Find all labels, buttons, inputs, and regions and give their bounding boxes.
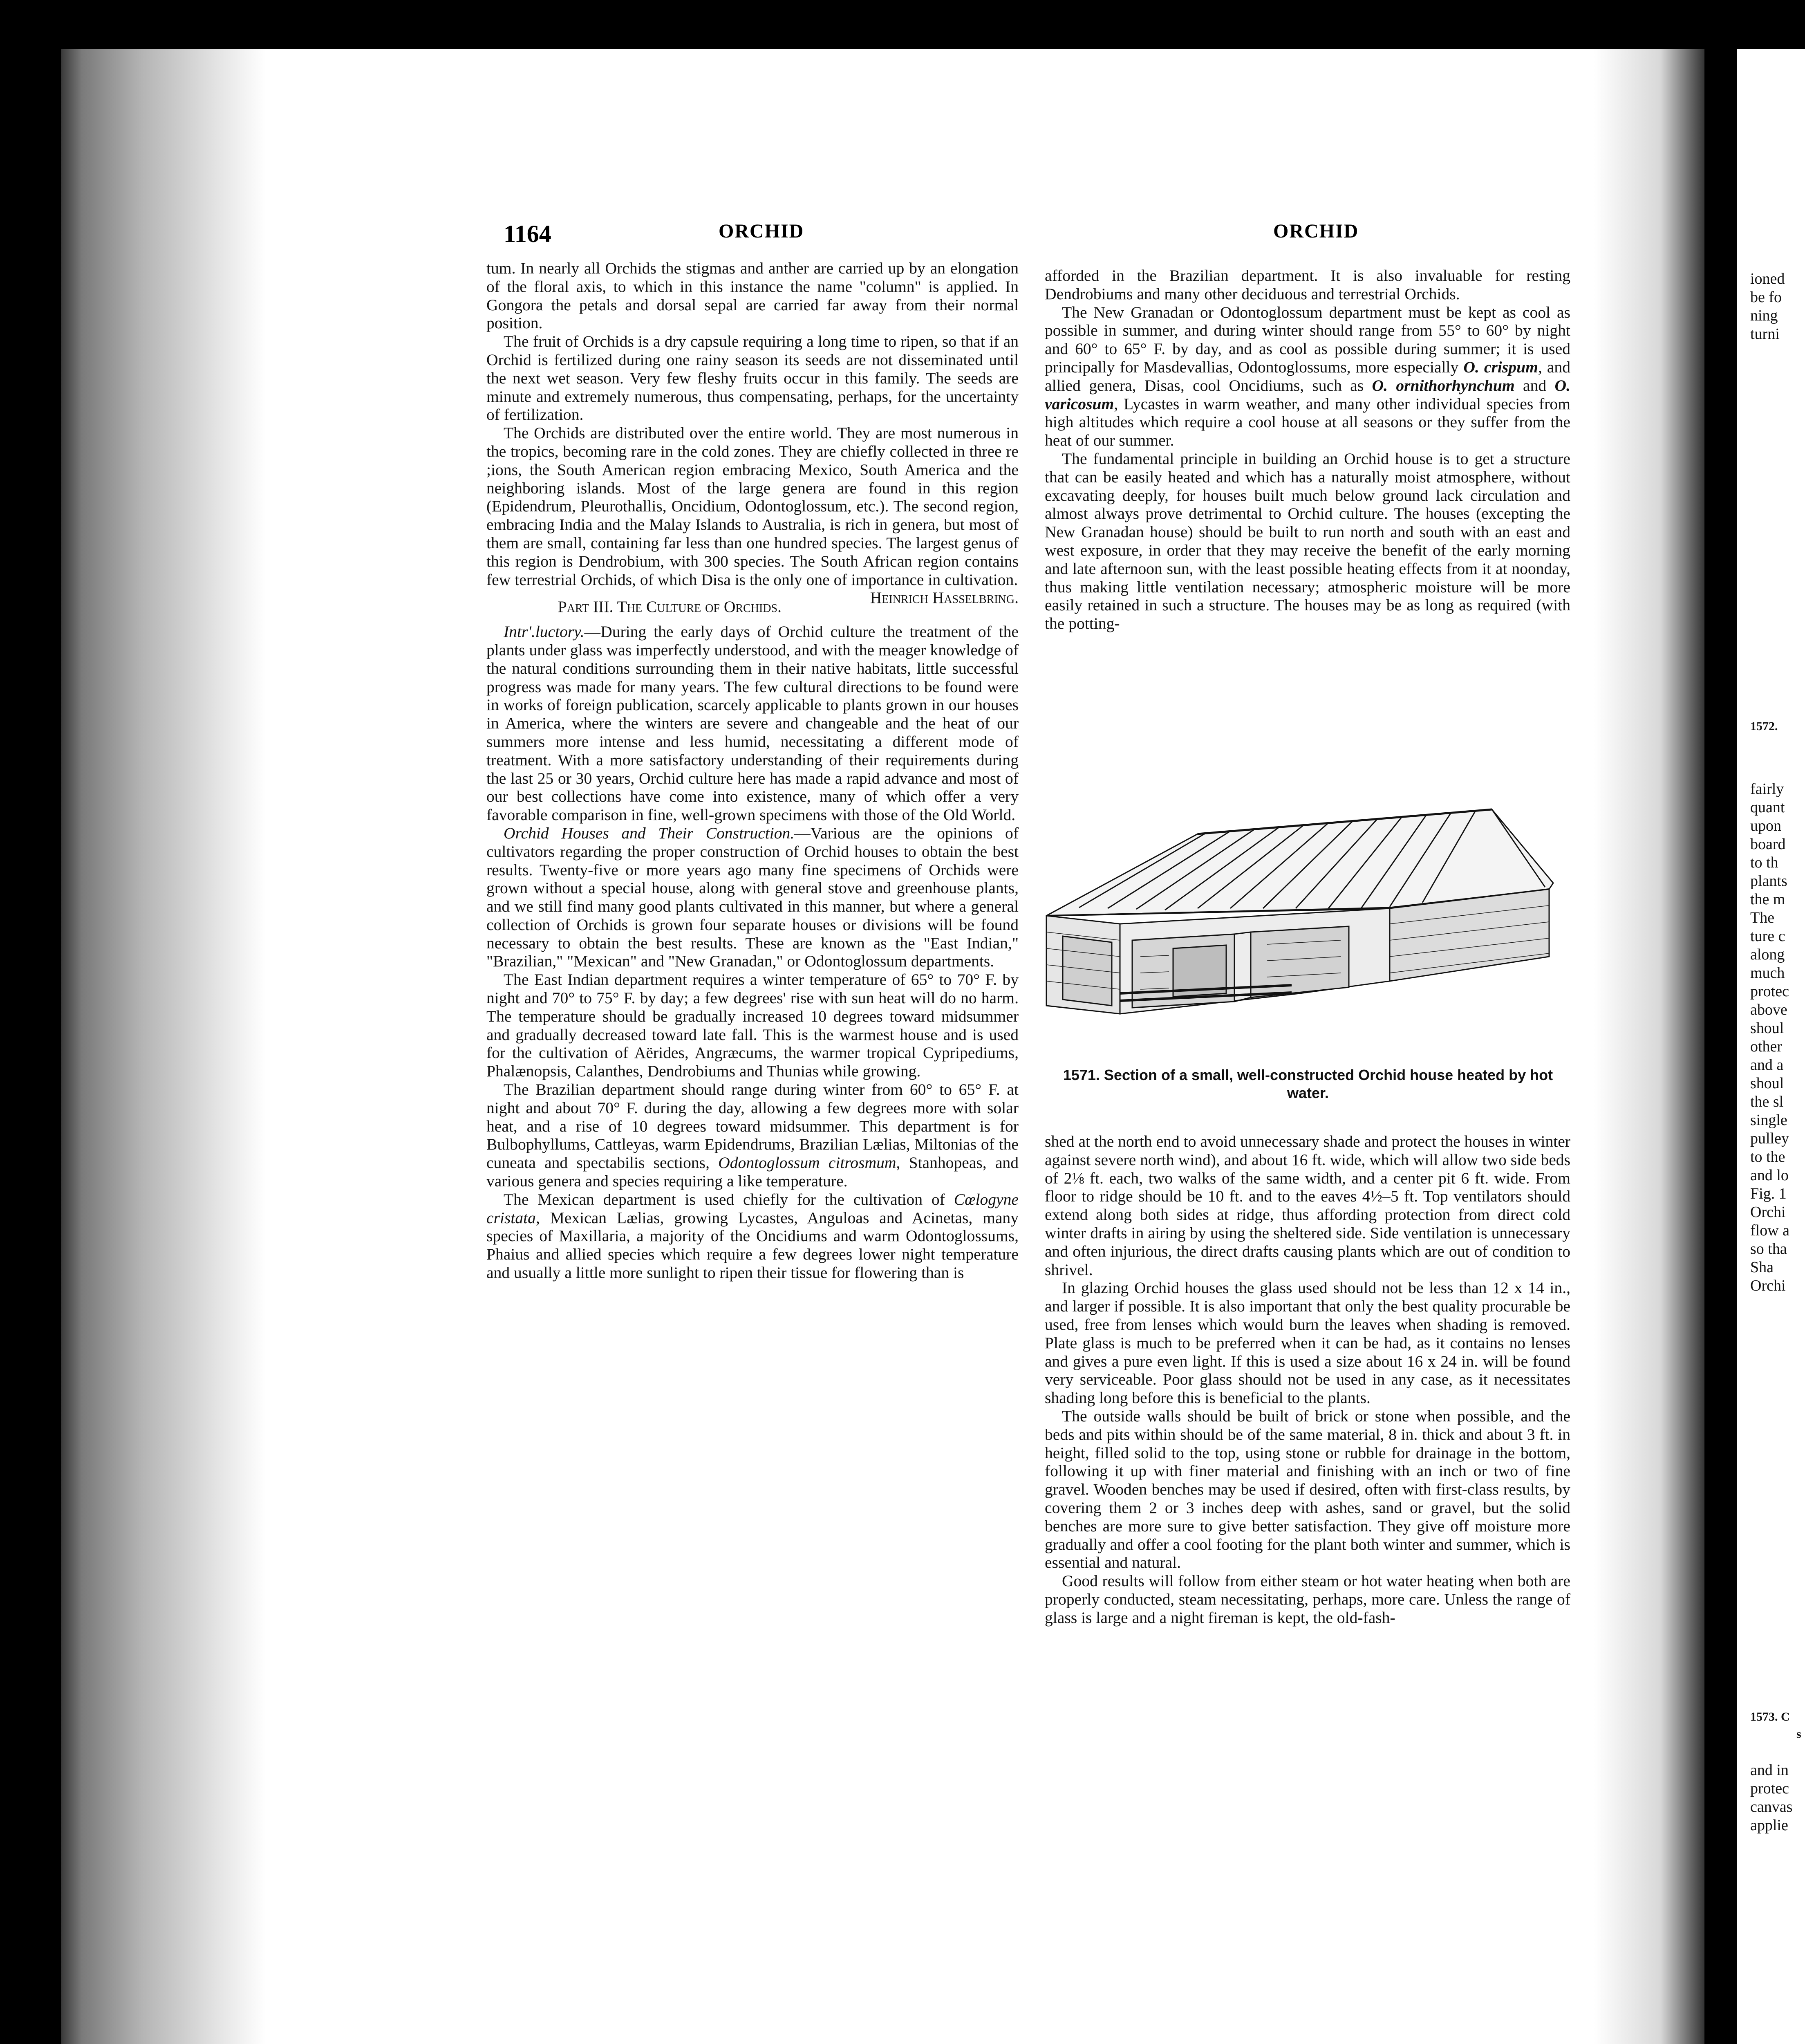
adjacent-page-fragment: The — [1750, 909, 1775, 926]
adjacent-page-fragment: the m — [1750, 891, 1785, 908]
adjacent-page-fragment: to th — [1750, 854, 1778, 871]
adjacent-page-fragment: shoul — [1750, 1075, 1784, 1092]
paragraph-text: , Lycastes in warm weather, and many other individual species from high altitudes which require a cool house at all seasons or they suffer from the heat of our summer. — [1045, 394, 1570, 450]
paragraph: In glazing Orchid houses the glass used should not be less than 12 x 14 in., and larger if possible. It is also important that only the best quality procurable be used, free from lenses which would burn the leaves when shading is removed. Plate glass is much to be preferred when it can be had, as it contains no lenses and gives a pure even light. If this is used a size about 16 x 24 in. will be found very serviceable. Poor glass should not be used in any case, as it necessitates shading long before this is beneficial to the plants. — [1045, 1279, 1570, 1407]
adjacent-page-fragment: be fo — [1750, 289, 1782, 306]
section-heading: Part III. The Culture of Orchids. — [558, 598, 782, 616]
adjacent-page-fragment: pulley — [1750, 1130, 1789, 1147]
adjacent-page-fragment: plants — [1750, 872, 1787, 890]
right-text-column-top — [1045, 267, 1570, 633]
paragraph-text: , and allied genera, Disas, cool Oncidiums, such as — [1045, 358, 1571, 394]
orchid-house-illustration — [1038, 801, 1578, 1079]
adjacent-page-fragment: upon — [1750, 817, 1781, 834]
adjacent-page-fragment: and a — [1750, 1056, 1784, 1074]
book-spine-edge — [61, 49, 266, 2044]
paragraph — [486, 824, 1019, 970]
paragraph: Good results will follow from either steam or hot water heating when both are properly conducted, steam necessitating, perhaps, more care. Unless the range of glass is large and a night fireman is kept, the old-fash- — [1045, 1572, 1570, 1627]
figure-caption: 1571. Section of a small, well-constructed Orchid house heated by hot water. — [1063, 1067, 1553, 1101]
left-text-column — [486, 259, 1019, 1282]
paragraph-text: The Brazilian department should range during winter from 60° to 65° F. at night and about 70° F. during the day, allowing a few degrees more with solar heat, and a rise of 10 degrees toward midsummer. This department is for Bulbophyllums, Cattleyas, warm Epidendrums, Brazilian Lælias, Miltonias of the cuneata and spectabilis sections, — [486, 1080, 1019, 1172]
adjacent-page-fragment: protec — [1750, 1780, 1789, 1797]
running-head-left: ORCHID — [719, 220, 804, 242]
adjacent-page-fragment: much — [1750, 964, 1785, 982]
running-head-right: ORCHID — [1273, 220, 1359, 242]
right-text-column-bottom — [1045, 1132, 1570, 1627]
adjacent-page-fragment: Sha — [1750, 1259, 1774, 1276]
adjacent-page-fragment: so tha — [1750, 1240, 1787, 1257]
run-in-heading: Intr'.luctory. — [504, 623, 584, 641]
adjacent-page-fragment: above — [1750, 1001, 1787, 1018]
adjacent-page-fragment: protec — [1750, 983, 1789, 1000]
adjacent-figure-number: 1573. C — [1750, 1710, 1790, 1724]
species-name: O. crispum — [1463, 358, 1538, 376]
paragraph-text: The Mexican department is used chiefly for the cultivation of — [504, 1190, 945, 1208]
paragraph: The fruit of Orchids is a dry capsule requiring a long time to ripen, so that if an Orchid is fertilized during one rainy season its seeds are not disseminated until the next wet season. Very few fleshy fruits occur in this family. The seeds are minute and extremely numerous, thus compensating, perhaps, for the uncertainty of fertilization. — [486, 332, 1019, 424]
paragraph-text: The Orchids are distributed over the entire world. They are most numerous in the tropics, becoming rare in the cold zones. They are chiefly collected in three re ;ions, the South American region embracing Mexico, South America and the neighboring islands. Most of the large genera are found in this region (Epidendrum, Pleurothallis, Oncidium, Odontoglossum, etc.). The second region, embracing India and the Malay Islands to Australia, is rich in genera, but most of them are small, containing far less than one hundred species. The largest genus of this region is Dendrobium, with 300 species. The South African region contains few terrestrial Orchids, of which Disa is the only one of importance in cultivation. — [486, 424, 1019, 589]
adjacent-page-fragment: other — [1750, 1038, 1783, 1055]
species-name: O. ornithorhynchum — [1372, 376, 1515, 394]
adjacent-page-fragment: ning — [1750, 307, 1778, 324]
adjacent-page-fragment: ture c — [1750, 928, 1785, 945]
adjacent-page-fragment: and lo — [1750, 1167, 1789, 1184]
adjacent-page-fragment: Fig. 1 — [1750, 1185, 1787, 1202]
species-name: Odontoglossum citrosmum — [718, 1154, 896, 1172]
paragraph: The East Indian department requires a winter temperature of 65° to 70° F. by night and 70° to 75° F. by day; a few degrees' rise with sun heat will do no harm. The temperature should be gradually increased 10 degrees toward midsummer and gradually decreased toward late fall. This is the warmest house and is used for the cultivation of Aërides, Angræcums, the warmer tropical Cypripediums, Phalænopsis, Calanthes, Dendrobiums and Thunias while growing. — [486, 970, 1019, 1080]
paragraph-text: —Various are the opinions of cultivators regarding the proper construction of Orchid houses to obtain the best results. Twenty-five or more years ago many fine specimens of Orchids were grown without a special house, along with general stove and greenhouse plants, and we still find many good plants cultivated in this manner, but where a general collection of Orchids is grown four separate houses or divisions will be found necessary to obtain the best results. These are known as the "East Indian," "Brazilian," "Mexican" and "New Granadan," or Odontoglossum departments. — [486, 824, 1019, 970]
adjacent-figure-number: 1572. — [1750, 719, 1778, 733]
paragraph — [486, 1190, 1019, 1282]
author-signature: Heinrich Hasselbring. — [870, 589, 1019, 607]
paragraph-text: The New Granadan or Odontoglossum department must be kept as cool as possible in summer, and during winter should range from 55° to 60° by night and 60° to 65° F. by day, and as cool as possible during summer; it is used principally for Masdevallias, Odontoglossums, more especially — [1045, 303, 1570, 376]
page-number: 1164 — [504, 220, 551, 247]
adjacent-page-fragment: Orchi — [1750, 1277, 1786, 1294]
adjacent-page-fragment: the sl — [1750, 1093, 1784, 1110]
adjacent-page-fragment: single — [1750, 1112, 1787, 1129]
paragraph-text: and — [1523, 376, 1547, 394]
species-name: Cœlogyne cristata — [486, 1190, 1019, 1227]
adjacent-page-fragment: applie — [1750, 1817, 1788, 1834]
paragraph: afforded in the Brazilian department. It is also invaluable for resting Dendrobiums and many other deciduous and terrestrial Orchids. — [1045, 267, 1570, 303]
paragraph — [1045, 303, 1570, 450]
paragraph — [486, 1080, 1019, 1190]
adjacent-figure-caption-fragment: s — [1796, 1727, 1801, 1741]
run-in-heading: Orchid Houses and Their Construction. — [504, 824, 795, 842]
paragraph-text: —During the early days of Orchid culture the treatment of the plants under glass was imperfectly understood, and with the meager knowledge of the natural conditions surrounding them in their native habitats, little successful progress was made for many years. The few cultural directions to be found were in works of foreign publication, scarcely applicable to plants grown in our houses in America, where the winters are severe and changeable and the heat of our summers more intense and less humid, necessitating a different mode of treatment. With a more satisfactory understanding of their requirements during the last 25 or 30 years, Orchid culture here has made a rapid advance and most of our best collections have come into existence, many of which offer a very favorable comparison in fine, well-grown specimens with those of the Old World. — [486, 623, 1019, 824]
adjacent-page-fragment: fairly — [1750, 780, 1784, 798]
adjacent-page-fragment: ioned — [1750, 270, 1785, 287]
gutter-shadow — [1594, 49, 1704, 2044]
paragraph-text: , Stanhopeas, and various genera and species requiring a like temperature. — [486, 1154, 1019, 1190]
adjacent-page-fragment: canvas — [1750, 1798, 1793, 1815]
adjacent-page-fragment: turni — [1750, 325, 1780, 343]
adjacent-page-fragment: flow a — [1750, 1222, 1790, 1239]
species-name: O. varicosum — [1045, 376, 1570, 413]
paragraph: shed at the north end to avoid unnecessary shade and protect the houses in winter against severe north wind), and about 16 ft. wide, which will allow two side beds of 2⅛ ft. each, two walks of the same width, and a center pit 6 ft. wide. From floor to ridge should be 10 ft. and to the eaves 4½–5 ft. Top ventilators should extend along both sides at ridge, thus affording protection from direct cold winter drafts in airing by using the sheltered side. Side ventilation is unnecessary and often injurious, the direct drafts causing plants which are out of condition to shrivel. — [1045, 1132, 1570, 1279]
adjacent-page-fragment: along — [1750, 946, 1785, 963]
paragraph-text: , Mexican Lælias, growing Lycastes, Anguloas and Acinetas, many species of Maxillaria, a majority of the Oncidiums and warm Odontoglossums, Phaius and allied species which require a few degrees lower night temperature and usually a little more sunlight to ripen their tissue for flowering than is — [486, 1208, 1019, 1282]
adjacent-page-fragment: to the — [1750, 1148, 1785, 1165]
adjacent-page-fragment: Orchi — [1750, 1204, 1786, 1221]
adjacent-page-fragment: quant — [1750, 799, 1785, 816]
adjacent-page-fragment: board — [1750, 836, 1786, 853]
adjacent-page-fragment: shoul — [1750, 1020, 1784, 1037]
adjacent-page-fragment: and in — [1750, 1762, 1789, 1779]
paragraph — [486, 623, 1019, 824]
paragraph: The fundamental principle in building an Orchid house is to get a structure that can be easily heated and which has a naturally moist atmosphere, without excavating deeply, for houses built much below ground lack circulation and almost always prove detrimental to Orchid culture. The houses (excepting the New Granadan house) should be built to run north and south with an east and west exposure, in order that they may receive the benefit of the early morning and late afternoon sun, with the least possible heating effects from it at noonday, thus making little ventilation necessary; atmospheric moisture will be more easily retained in such a structure. The houses may be as long as required (with the potting- — [1045, 449, 1570, 633]
paragraph: tum. In nearly all Orchids the stigmas and anther are carried up by an elongation of the floral axis, to which in this instance the name "column" is applied. In Gongora the petals and dorsal sepal are carried far away from their normal position. — [486, 259, 1019, 332]
paragraph: The outside walls should be built of brick or stone when possible, and the beds and pits within should be of the same material, 8 in. thick and about 3 ft. in height, filled solid to the top, using stone or rubble for drainage in the bottom, following it up with finer material and finishing with an inch or two of fine gravel. Wooden benches may be used if desired, often with first-class results, by covering them 2 or 3 inches deep with ashes, sand or gravel, but the solid benches are more sure to give better satisfaction. They give off moisture more gradually and offer a cool footing for the plant both winter and summer, which is essential and natural. — [1045, 1407, 1570, 1572]
